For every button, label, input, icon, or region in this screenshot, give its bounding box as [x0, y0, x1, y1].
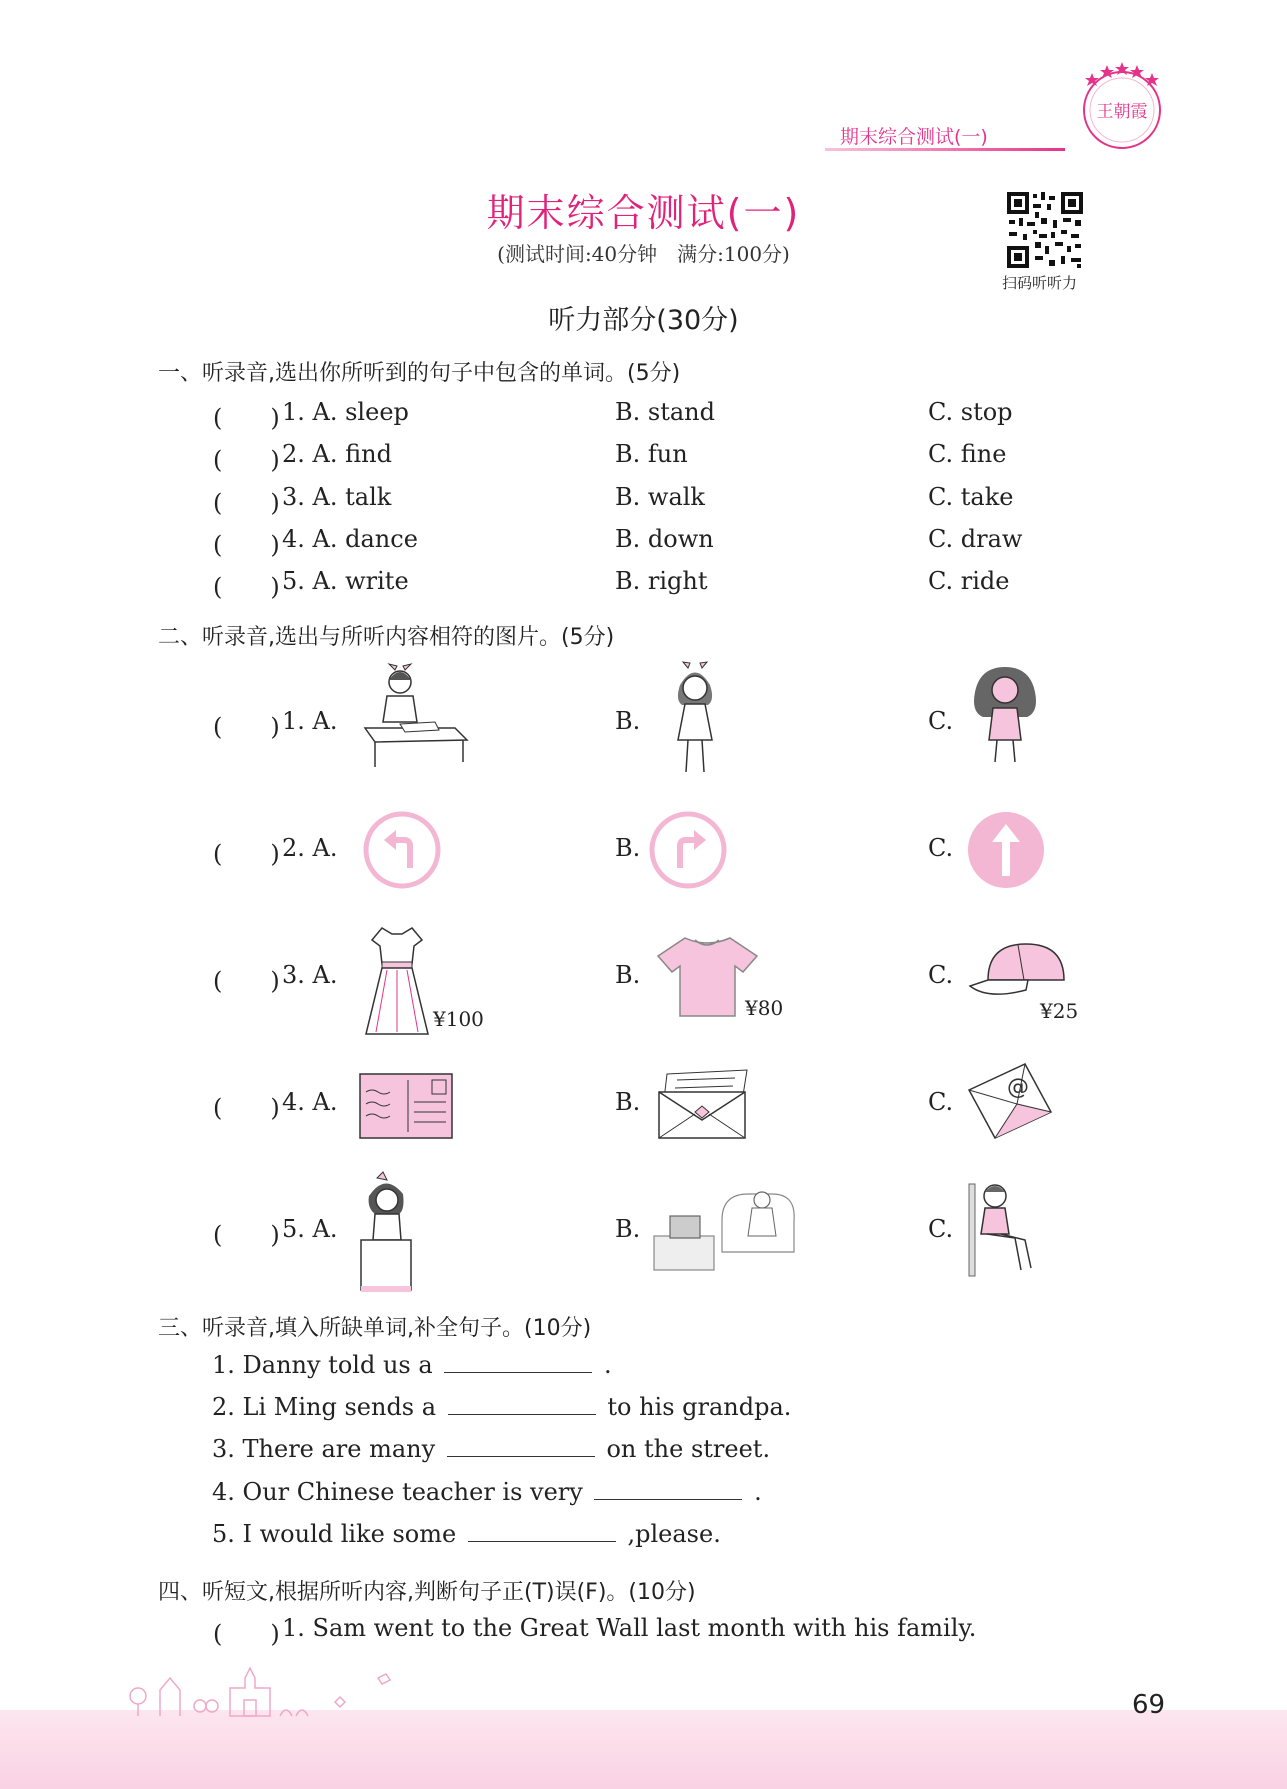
answer-blank[interactable]: ( ) [213, 1221, 280, 1249]
option-a: 5. A. write [282, 567, 409, 595]
answer-blank[interactable]: ( ) [213, 840, 280, 868]
sentence-before: 2. Li Ming sends a [212, 1393, 437, 1421]
option-b-label: B. [615, 834, 641, 862]
sentence-before: 5. I would like some [212, 1520, 457, 1548]
brand-logo [1072, 55, 1172, 155]
option-b: B. walk [615, 483, 705, 511]
fill-blank[interactable] [468, 1521, 616, 1542]
section4-title: 四、听短文,根据所听内容,判断句子正(T)误(F)。(10分) [158, 1580, 696, 1605]
option-a-label: 3. A. [282, 961, 338, 989]
girl-standing-image[interactable] [660, 660, 730, 780]
logo-text: 王朝霞 [1096, 102, 1148, 122]
option-b: B. fun [615, 440, 688, 468]
price-tshirt: ¥80 [745, 996, 784, 1020]
option-a: 1. A. sleep [282, 398, 409, 426]
sentence-after: . [603, 1351, 612, 1379]
sentence-after: . [754, 1478, 762, 1506]
sentence-after: on the street. [606, 1435, 771, 1463]
option-c: C. ride [928, 567, 1010, 595]
option-c-label: C. [928, 1088, 954, 1116]
statement-text: 1. Sam went to the Great Wall last month with his family. [282, 1614, 977, 1642]
sentence-before: 1. Danny told us a [212, 1351, 433, 1379]
dress-image[interactable] [362, 924, 432, 1039]
letter-envelope-image[interactable] [655, 1068, 750, 1140]
option-a-label: 4. A. [282, 1088, 338, 1116]
sentence-after: ,please. [627, 1520, 721, 1548]
fill-blank-item [212, 1393, 791, 1421]
option-c-label: C. [928, 707, 954, 735]
answer-blank[interactable]: ( ) [213, 967, 280, 995]
section3-title: 三、听录音,填入所缺单词,补全句子。(10分) [158, 1316, 592, 1341]
cap-image[interactable] [968, 940, 1068, 1005]
sentence-before: 3. There are many [212, 1435, 436, 1463]
fill-blank[interactable] [594, 1479, 742, 1500]
part-title: 听力部分(30分) [548, 305, 739, 336]
girl-writing-image[interactable] [355, 662, 475, 772]
answer-blank[interactable]: ( ) [213, 489, 280, 517]
option-a: 4. A. dance [282, 525, 418, 553]
go-straight-icon[interactable] [966, 810, 1046, 890]
answer-blank[interactable]: ( ) [213, 1620, 280, 1648]
option-c: C. take [928, 483, 1014, 511]
header-divider [825, 148, 1065, 151]
option-b: B. stand [615, 398, 715, 426]
turn-left-icon[interactable] [362, 810, 442, 890]
option-c: C. draw [928, 525, 1023, 553]
fill-blank-item [212, 1478, 762, 1506]
answer-blank[interactable]: ( ) [213, 404, 280, 432]
footer-band [0, 1710, 1287, 1789]
price-dress: ¥100 [433, 1007, 484, 1031]
page-number: 69 [1132, 1690, 1166, 1720]
page-title: 期末综合测试(一) [486, 191, 801, 235]
qr-code[interactable] [1005, 190, 1085, 270]
option-c-label: C. [928, 1215, 954, 1243]
fill-blank[interactable] [444, 1352, 592, 1373]
option-c-label: C. [928, 834, 954, 862]
option-a: 3. A. talk [282, 483, 392, 511]
castle-decoration-icon [120, 1648, 410, 1718]
option-a-label: 5. A. [282, 1215, 338, 1243]
section2-title: 二、听录音,选出与所听内容相符的图片。(5分) [158, 625, 615, 650]
girl-pink-image[interactable] [965, 662, 1045, 767]
boy-sitting-image[interactable] [965, 1178, 1037, 1278]
qr-label: 扫码听听力 [1002, 274, 1078, 292]
option-b: B. right [615, 567, 708, 595]
price-cap: ¥25 [1040, 999, 1079, 1023]
fill-blank-item [212, 1520, 721, 1548]
fill-blank[interactable] [448, 1394, 596, 1415]
at-symbol: @ [1007, 1075, 1029, 1100]
fill-blank-item [212, 1351, 612, 1379]
option-b: B. down [615, 525, 714, 553]
option-c-label: C. [928, 961, 954, 989]
test-info: (测试时间:40分钟 满分:100分) [497, 242, 790, 266]
answer-blank[interactable]: ( ) [213, 531, 280, 559]
turn-right-icon[interactable] [648, 810, 728, 890]
answer-blank[interactable]: ( ) [213, 1094, 280, 1122]
option-c: C. stop [928, 398, 1013, 426]
option-b-label: B. [615, 1088, 641, 1116]
option-a-label: 2. A. [282, 834, 338, 862]
option-a: 2. A. find [282, 440, 392, 468]
option-a-label: 1. A. [282, 707, 338, 735]
sentence-after: to his grandpa. [607, 1393, 792, 1421]
option-b-label: B. [615, 1215, 641, 1243]
option-b-label: B. [615, 707, 641, 735]
option-c: C. fine [928, 440, 1007, 468]
answer-blank[interactable]: ( ) [213, 573, 280, 601]
postcard-image[interactable] [358, 1072, 454, 1140]
header-tag: 期末综合测试(一) [840, 126, 988, 148]
answer-blank[interactable]: ( ) [213, 713, 280, 741]
girl-watching-tv-image[interactable] [652, 1180, 797, 1272]
section1-title: 一、听录音,选出你所听到的句子中包含的单词。(5分) [158, 361, 681, 386]
sentence-before: 4. Our Chinese teacher is very [212, 1478, 583, 1506]
fill-blank-item [212, 1435, 770, 1463]
girl-cooking-image[interactable] [355, 1170, 420, 1295]
answer-blank[interactable]: ( ) [213, 446, 280, 474]
email-icon[interactable] [965, 1060, 1055, 1145]
fill-blank[interactable] [447, 1436, 595, 1457]
option-b-label: B. [615, 961, 641, 989]
